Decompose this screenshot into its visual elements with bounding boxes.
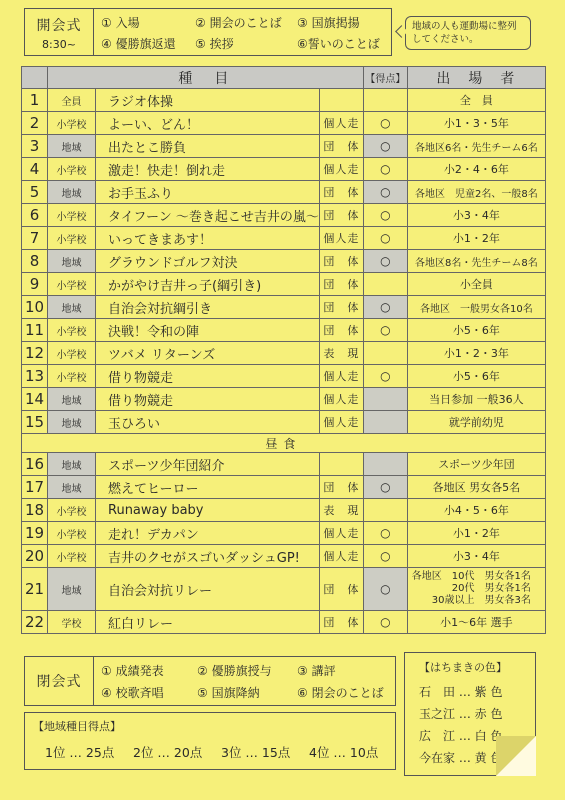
row-type: 表 現 — [319, 499, 363, 522]
row-participants: 小1～6年 選手 — [407, 611, 545, 634]
lunch-label: 昼食 — [22, 434, 546, 453]
table-row — [22, 388, 546, 411]
table-row — [22, 204, 546, 227]
opening-ceremony-box — [24, 8, 392, 56]
opening-item: ⑥誓いのことば — [297, 37, 380, 51]
score-item: 2位 … 20点 — [133, 745, 203, 760]
table-row — [22, 545, 546, 568]
headband-color-box — [404, 652, 536, 776]
row-number: 13 — [22, 365, 48, 388]
row-points — [363, 453, 407, 476]
row-event: 決戦！令和の陣 — [96, 319, 320, 342]
opening-title-cell — [25, 9, 94, 55]
row-type: 団 体 — [319, 250, 363, 273]
score-item: 3位 … 15点 — [221, 745, 291, 760]
row-participants: 各地区 男女各5名 — [407, 476, 545, 499]
row-points — [363, 499, 407, 522]
row-category: 小学校 — [48, 499, 96, 522]
row-participants: 各地区 一般男女各10名 — [407, 296, 545, 319]
row-points: ○ — [363, 227, 407, 250]
row-event: いってきまあす！ — [96, 227, 320, 250]
opening-item: ② 開会のことば — [195, 16, 282, 30]
row-event: 激走！快走！倒れ走 — [96, 158, 320, 181]
table-row — [22, 181, 546, 204]
table-row-final — [22, 611, 546, 634]
row-type: 団 体 — [319, 181, 363, 204]
row-event: 紅白リレー — [96, 611, 320, 634]
row-participants: 当日参加 一般36人 — [407, 388, 545, 411]
row-type: 団 体 — [319, 319, 363, 342]
row-number: 17 — [22, 476, 48, 499]
row-participants: 各地区6名・先生チーム6名 — [407, 135, 545, 158]
row-number: 3 — [22, 135, 48, 158]
row-event: かがやけ吉井っ子(綱引き) — [96, 273, 320, 296]
score-title: 【地域種目得点】 — [33, 720, 121, 733]
row-number: 10 — [22, 296, 48, 319]
assembly-note: 地域の人も運動場に整列してください。 — [405, 16, 531, 50]
table-row — [22, 365, 546, 388]
row-points — [363, 411, 407, 434]
row-category: 地域 — [48, 476, 96, 499]
row-number: 16 — [22, 453, 48, 476]
row-type: 団 体 — [319, 135, 363, 158]
row-event: タイフーン ～巻き起こせ吉井の嵐～ — [96, 204, 320, 227]
header-points: 【得点】 — [363, 67, 407, 89]
row-number: 2 — [22, 112, 48, 135]
row-participants: 小4・5・6年 — [407, 499, 545, 522]
row-participants: 各地区8名・先生チーム8名 — [407, 250, 545, 273]
row-category: 学校 — [48, 611, 96, 634]
row-type: 個人走 — [319, 522, 363, 545]
row-participants: 小3・4年 — [407, 204, 545, 227]
row-number: 1 — [22, 89, 48, 112]
row-participants: スポーツ少年団 — [407, 453, 545, 476]
row-category: 地域 — [48, 250, 96, 273]
row-points: ○ — [363, 476, 407, 499]
closing-item: ④ 校歌斉唱 — [101, 686, 164, 700]
row-number: 21 — [22, 568, 48, 611]
table-row — [22, 522, 546, 545]
table-row — [22, 342, 546, 365]
row-points: ○ — [363, 158, 407, 181]
program-table — [21, 66, 546, 634]
row-event: お手玉ふり — [96, 181, 320, 204]
closing-item: ① 成績発表 — [101, 664, 164, 678]
row-category: 小学校 — [48, 204, 96, 227]
header-no — [22, 67, 48, 89]
row-event: 借り物競走 — [96, 388, 320, 411]
row-number: 12 — [22, 342, 48, 365]
row-category: 地域 — [48, 135, 96, 158]
opening-item: ① 入場 — [101, 16, 140, 30]
opening-item: ③ 国旗掲揚 — [297, 16, 360, 30]
row-type: 団 体 — [319, 476, 363, 499]
row-number: 19 — [22, 522, 48, 545]
table-row — [22, 411, 546, 434]
closing-ceremony-box — [24, 656, 396, 706]
row-category: 地域 — [48, 181, 96, 204]
row-type: 個人走 — [319, 227, 363, 250]
row-type: 団 体 — [319, 611, 363, 634]
participants-line: 20代 男女各1名 — [451, 583, 531, 594]
table-row — [22, 296, 546, 319]
row-type: 個人走 — [319, 545, 363, 568]
row-points: ○ — [363, 545, 407, 568]
row-type: 団 体 — [319, 568, 363, 611]
row-event: グラウンドゴルフ対決 — [96, 250, 320, 273]
table-row — [22, 499, 546, 522]
row-category: 地域 — [48, 568, 96, 611]
row-number: 6 — [22, 204, 48, 227]
row-category: 小学校 — [48, 342, 96, 365]
row-category: 地域 — [48, 453, 96, 476]
row-event: ラジオ体操 — [96, 89, 320, 112]
row-points: ○ — [363, 522, 407, 545]
row-event: 借り物競走 — [96, 365, 320, 388]
page-fold-corner — [496, 736, 536, 776]
row-category: 小学校 — [48, 365, 96, 388]
table-row — [22, 158, 546, 181]
area-score-box — [24, 712, 396, 770]
row-event: ツバメ リターンズ — [96, 342, 320, 365]
row-number: 22 — [22, 611, 48, 634]
row-points: ○ — [363, 611, 407, 634]
row-participants: 小1・2・3年 — [407, 342, 545, 365]
table-row — [22, 273, 546, 296]
row-points: ○ — [363, 319, 407, 342]
row-event: 吉井のクセがスゴいダッシュGP! — [96, 545, 320, 568]
row-type: 個人走 — [319, 365, 363, 388]
row-type: 個人走 — [319, 158, 363, 181]
row-participants: 小5・6年 — [407, 319, 545, 342]
row-points: ○ — [363, 296, 407, 319]
headband-row: 玉之江 … 赤 色 — [419, 707, 503, 721]
row-type — [319, 453, 363, 476]
row-participants: 就学前幼児 — [407, 411, 545, 434]
table-row — [22, 319, 546, 342]
table-row-relay — [22, 568, 546, 611]
row-points: ○ — [363, 204, 407, 227]
row-category: 小学校 — [48, 319, 96, 342]
row-type: 表 現 — [319, 342, 363, 365]
headband-row: 広 江 … 白 色 — [419, 729, 503, 743]
row-category: 小学校 — [48, 273, 96, 296]
row-points — [363, 342, 407, 365]
row-type: 団 体 — [319, 296, 363, 319]
row-participants: 小2・4・6年 — [407, 158, 545, 181]
row-category: 小学校 — [48, 545, 96, 568]
score-item: 4位 … 10点 — [309, 745, 379, 760]
closing-item: ⑥ 閉会のことば — [297, 686, 384, 700]
row-participants: 小5・6年 — [407, 365, 545, 388]
row-points: ○ — [363, 568, 407, 611]
row-type: 個人走 — [319, 388, 363, 411]
table-row — [22, 476, 546, 499]
row-participants: 小全員 — [407, 273, 545, 296]
row-participants: 小1・2年 — [407, 522, 545, 545]
table-header-row — [22, 67, 546, 89]
closing-item: ② 優勝旗授与 — [197, 664, 272, 678]
row-category: 小学校 — [48, 112, 96, 135]
row-category: 小学校 — [48, 522, 96, 545]
row-participants: 小3・4年 — [407, 545, 545, 568]
header-participants: 出 場 者 — [407, 67, 545, 89]
row-type: 個人走 — [319, 112, 363, 135]
score-item: 1位 … 25点 — [45, 745, 115, 760]
row-number: 14 — [22, 388, 48, 411]
row-number: 8 — [22, 250, 48, 273]
row-participants: 各地区 児童2名、一般8名 — [407, 181, 545, 204]
row-number: 4 — [22, 158, 48, 181]
headband-title: 【はちまきの色】 — [419, 661, 507, 674]
row-category: 地域 — [48, 296, 96, 319]
participants-line: 各地区 10代 男女各1名 — [411, 571, 531, 582]
row-participants: 全 員 — [407, 89, 545, 112]
row-type: 団 体 — [319, 273, 363, 296]
row-points — [363, 89, 407, 112]
row-event: Runaway baby — [96, 499, 320, 522]
table-row — [22, 453, 546, 476]
headband-row: 石 田 … 紫 色 — [419, 685, 503, 699]
closing-item: ③ 講評 — [297, 664, 336, 678]
row-category: 全員 — [48, 89, 96, 112]
row-points — [363, 388, 407, 411]
table-row — [22, 250, 546, 273]
table-row — [22, 89, 546, 112]
row-points: ○ — [363, 112, 407, 135]
table-row — [22, 227, 546, 250]
table-row — [22, 135, 546, 158]
headband-row: 今在家 … 黄 色 — [419, 751, 503, 765]
row-participants: 小1・3・5年 — [407, 112, 545, 135]
row-category: 小学校 — [48, 227, 96, 250]
row-points — [363, 273, 407, 296]
rows-after-lunch — [22, 453, 546, 568]
row-event: よーい、どん！ — [96, 112, 320, 135]
row-category: 地域 — [48, 388, 96, 411]
opening-item: ⑤ 挨拶 — [195, 37, 234, 51]
row-points: ○ — [363, 135, 407, 158]
table-row — [22, 112, 546, 135]
row-type: 団 体 — [319, 204, 363, 227]
opening-item: ④ 優勝旗返還 — [101, 37, 176, 51]
opening-title: 開会式 — [36, 18, 82, 34]
closing-item: ⑤ 国旗降納 — [197, 686, 260, 700]
row-number: 7 — [22, 227, 48, 250]
row-participants: 小1・2年 — [407, 227, 545, 250]
row-number: 18 — [22, 499, 48, 522]
row-number: 5 — [22, 181, 48, 204]
row-category: 地域 — [48, 411, 96, 434]
row-event: 自治会対抗綱引き — [96, 296, 320, 319]
row-number: 11 — [22, 319, 48, 342]
row-points: ○ — [363, 181, 407, 204]
header-event: 種 目 — [48, 67, 364, 89]
row-event: 玉ひろい — [96, 411, 320, 434]
row-event: 燃えてヒーロー — [96, 476, 320, 499]
row-event: 走れ！デカパン — [96, 522, 320, 545]
row-event: スポーツ少年団紹介 — [96, 453, 320, 476]
row-number: 15 — [22, 411, 48, 434]
row-type: 個人走 — [319, 411, 363, 434]
closing-title: 閉会式 — [25, 657, 94, 705]
row-participants — [407, 568, 545, 611]
row-number: 20 — [22, 545, 48, 568]
row-category: 小学校 — [48, 158, 96, 181]
row-event: 自治会対抗リレー — [96, 568, 320, 611]
participants-line: 30歳以上 男女各3名 — [431, 595, 531, 606]
row-event: 出たとこ勝負 — [96, 135, 320, 158]
row-type — [319, 89, 363, 112]
opening-time: 8:30~ — [42, 38, 76, 51]
row-number: 9 — [22, 273, 48, 296]
row-points: ○ — [363, 365, 407, 388]
rows-before-lunch — [22, 89, 546, 434]
row-points: ○ — [363, 250, 407, 273]
lunch-row — [22, 434, 546, 453]
